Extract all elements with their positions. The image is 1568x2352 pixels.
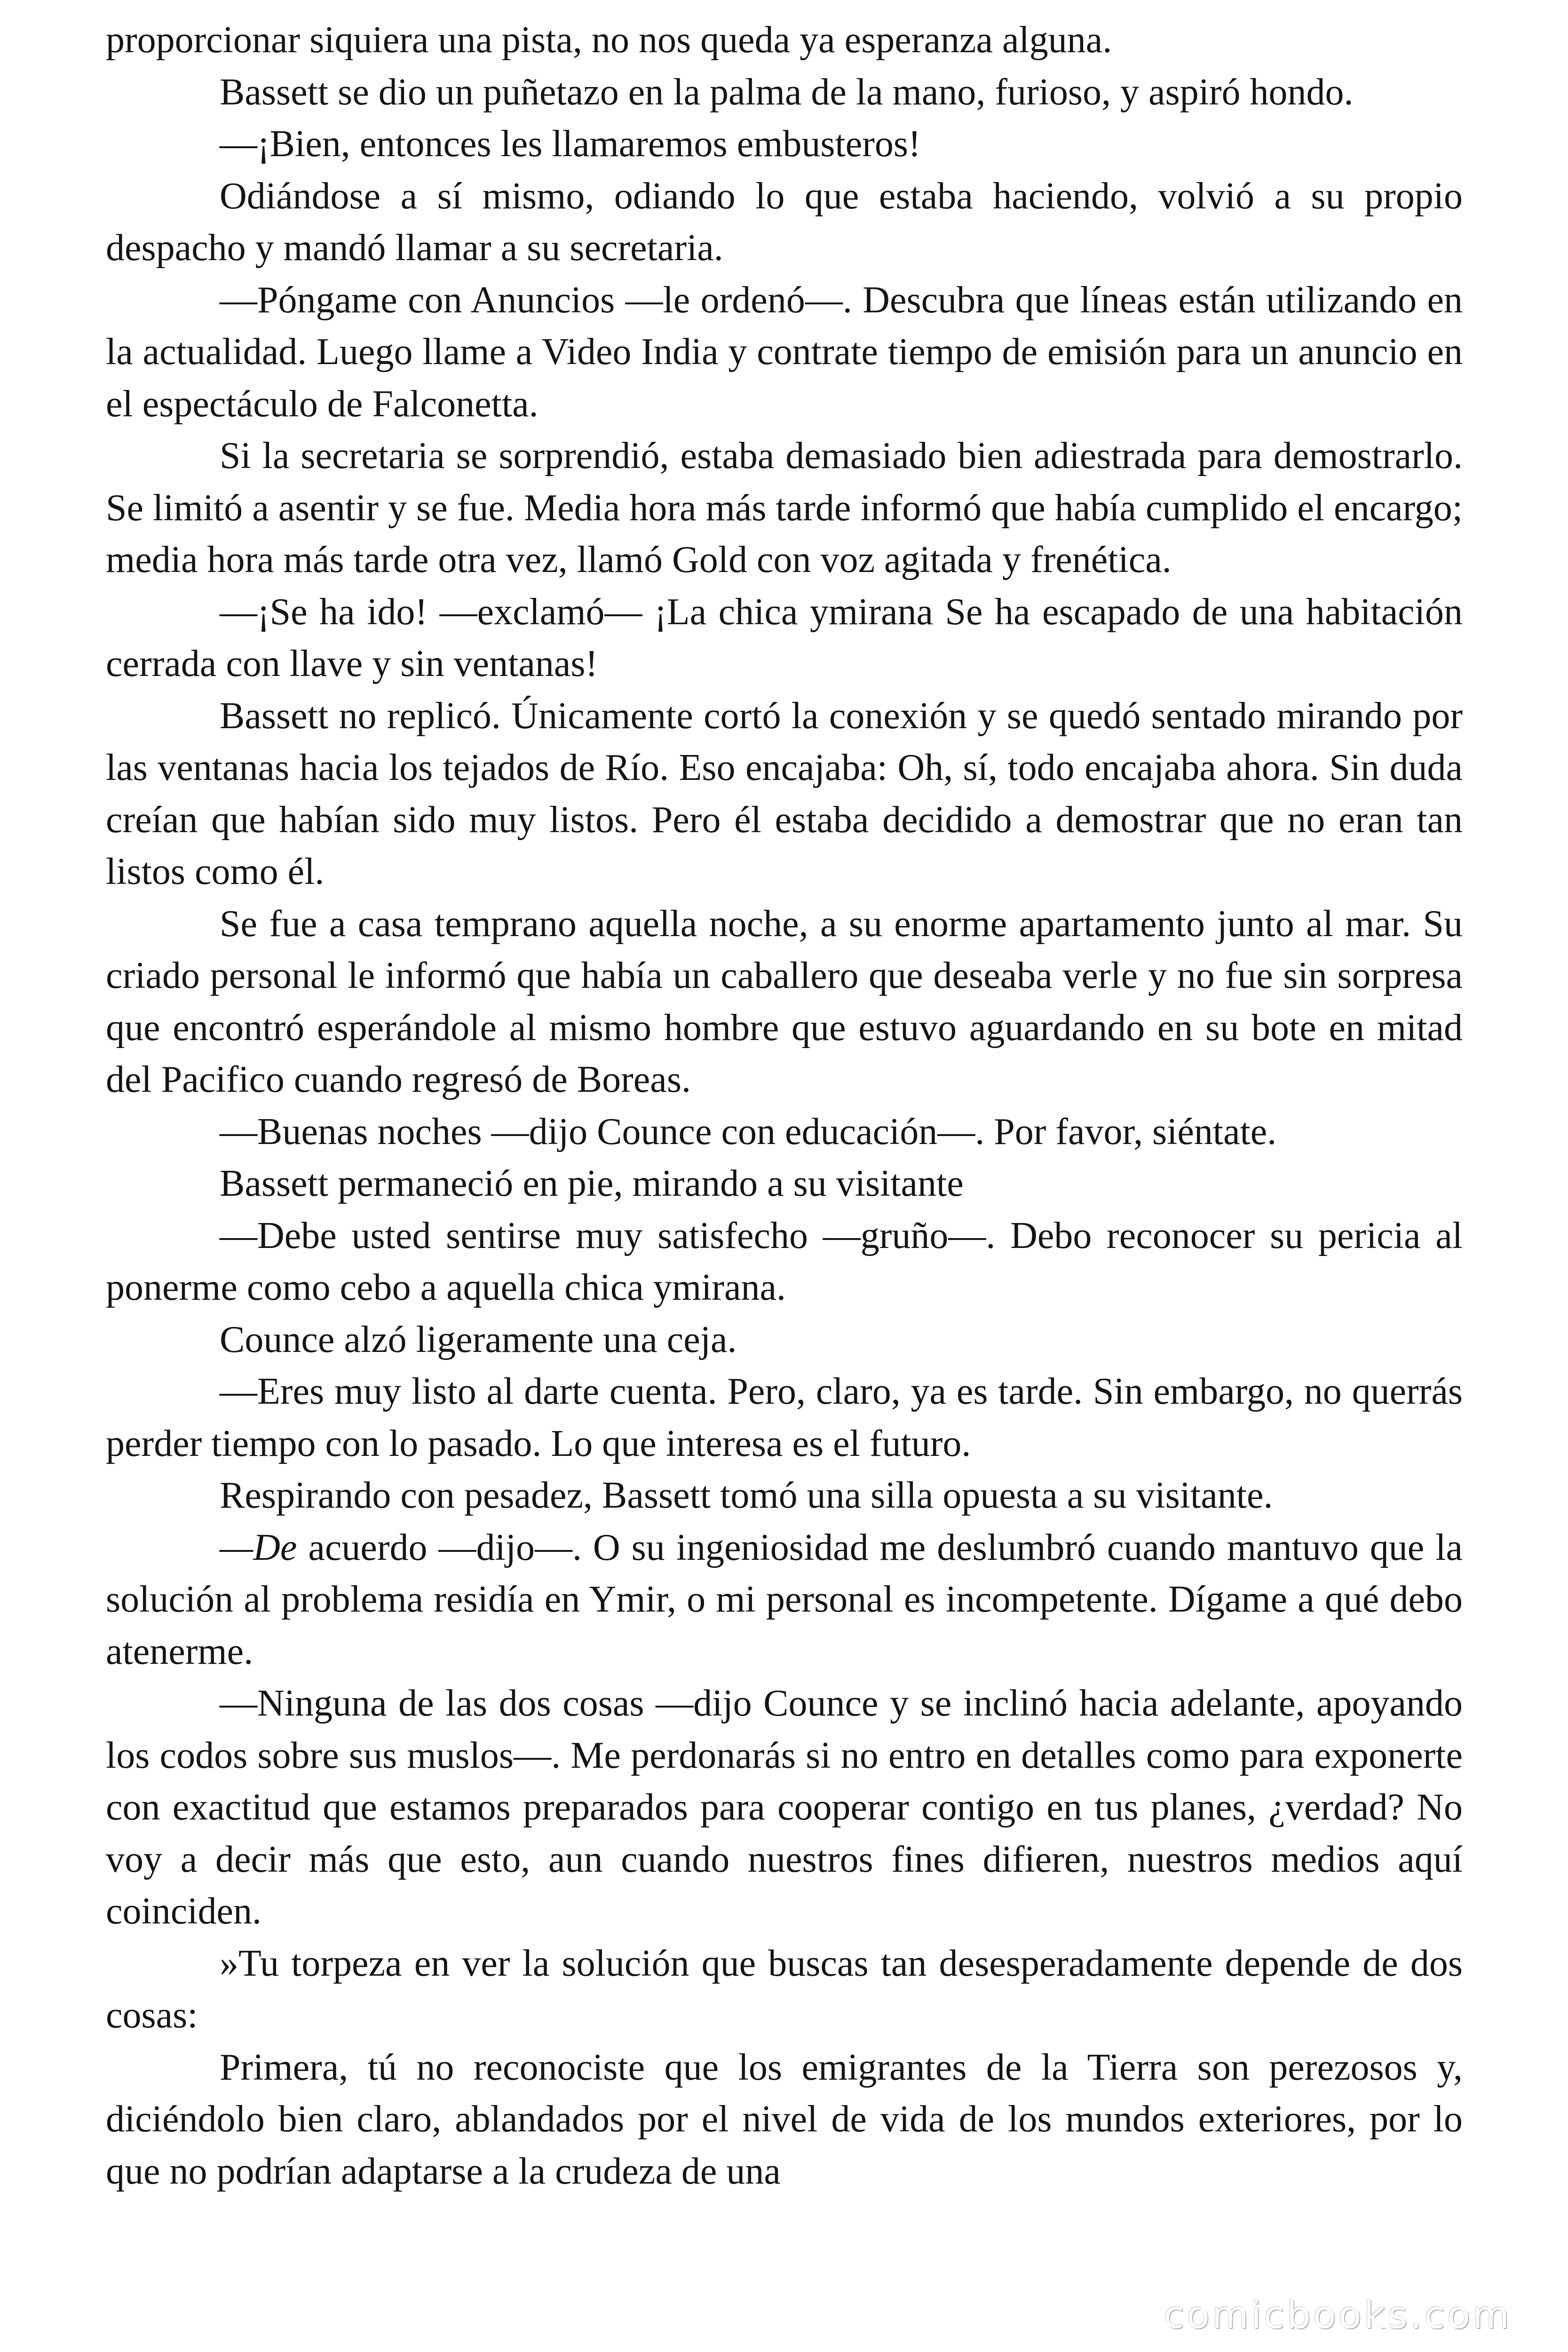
paragraph-17: —Ninguna de las dos cosas —dijo Counce y se inclinó hacia adelante, apoyando los codos sobre sus muslos—. Me perdonarás si no entro en detalles como para exponerte con exactitud que estamos preparados para cooperar contigo en tus planes, ¿verdad? No voy a decir más que esto, aun cuando nuestros fines difieren, nuestros medios aquí coinciden. <box>106 1683 1463 1932</box>
paragraph-15: Respirando con pesadez, Bassett tomó una silla opuesta a su visitante. <box>220 1475 1273 1516</box>
paragraph-3: —¡Bien, entonces les llamaremos embusteros! <box>220 123 921 165</box>
paragraph-13: Counce alzó ligeramente una ceja. <box>220 1319 737 1360</box>
paragraph-9: Se fue a casa temprano aquella noche, a su enorme apartamento junto al mar. Su criado personal le informó que había un caballero que deseaba verle y no fue sin sorpresa que encontró esperándole al mismo hombre que estuvo aguardando en su bote en mitad del Pacifico cuando regresó de Boreas. <box>106 903 1463 1100</box>
paragraph-8: Bassett no replicó. Únicamente cortó la conexión y se quedó sentado mirando por las ventanas hacia los tejados de Río. Eso encajaba: Oh, sí, todo encajaba ahora. Sin duda creían que habían sido muy listos. Pero él estaba decidido a demostrar que no eran tan listos como él. <box>106 695 1463 892</box>
paragraph-5: —Póngame con Anuncios —le ordenó—. Descubra que líneas están utilizando en la actualidad. Luego llame a Video India y contrate tiempo de emisión para un anuncio en el espectáculo de Falconetta. <box>106 279 1463 425</box>
paragraph-18: »Tu torpeza en ver la solución que buscas tan desesperadamente depende de dos cosas: <box>106 1942 1463 2036</box>
paragraph-10: —Buenas noches —dijo Counce con educación—. Por favor, siéntate. <box>220 1111 1277 1152</box>
italic-lead: —De <box>220 1526 297 1568</box>
watermark-logo: comicbooks.com <box>1163 2293 1512 2337</box>
paragraph-12: —Debe usted sentirse muy satisfecho —gruño—. Debo reconocer su pericia al ponerme como cebo a aquella chica ymirana. <box>106 1215 1463 1308</box>
paragraph-4: Odiándose a sí mismo, odiando lo que estaba haciendo, volvió a su propio despacho y mandó llamar a su secretaria. <box>106 175 1463 269</box>
paragraph-16-text: acuerdo —dijo—. O su ingeniosidad me deslumbró cuando mantuvo que la solución al problema residía en Ymir, o mi personal es incompetente. Dígame a qué debo atenerme. <box>106 1526 1463 1672</box>
paragraph-6: Si la secretaria se sorprendió, estaba demasiado bien adiestrada para demostrarlo. Se limitó a asentir y se fue. Media hora más tarde informó que había cumplido el encargo; media hora más tarde otra vez, llamó Gold con voz agitada y frenética. <box>106 435 1463 580</box>
page-body-text <box>106 14 1463 2197</box>
paragraph-19: Primera, tú no reconociste que los emigrantes de la Tierra son perezosos y, diciéndolo bien claro, ablandados por el nivel de vida de los mundos exteriores, por lo que no podrían adaptarse a la crudeza de una <box>106 2046 1463 2192</box>
paragraph-14: —Eres muy listo al darte cuenta. Pero, claro, ya es tarde. Sin embargo, no querrás perder tiempo con lo pasado. Lo que interesa es el futuro. <box>106 1371 1463 1464</box>
paragraph-2: Bassett se dio un puñetazo en la palma de la mano, furioso, y aspiró hondo. <box>220 71 1354 113</box>
paragraph-1: proporcionar siquiera una pista, no nos queda ya esperanza alguna. <box>106 19 1112 61</box>
paragraph-16 <box>106 1522 1463 1678</box>
paragraph-11: Bassett permaneció en pie, mirando a su visitante <box>220 1163 964 1204</box>
paragraph-7: —¡Se ha ido! —exclamó— ¡La chica ymirana Se ha escapado de una habitación cerrada con llave y sin ventanas! <box>106 591 1463 684</box>
